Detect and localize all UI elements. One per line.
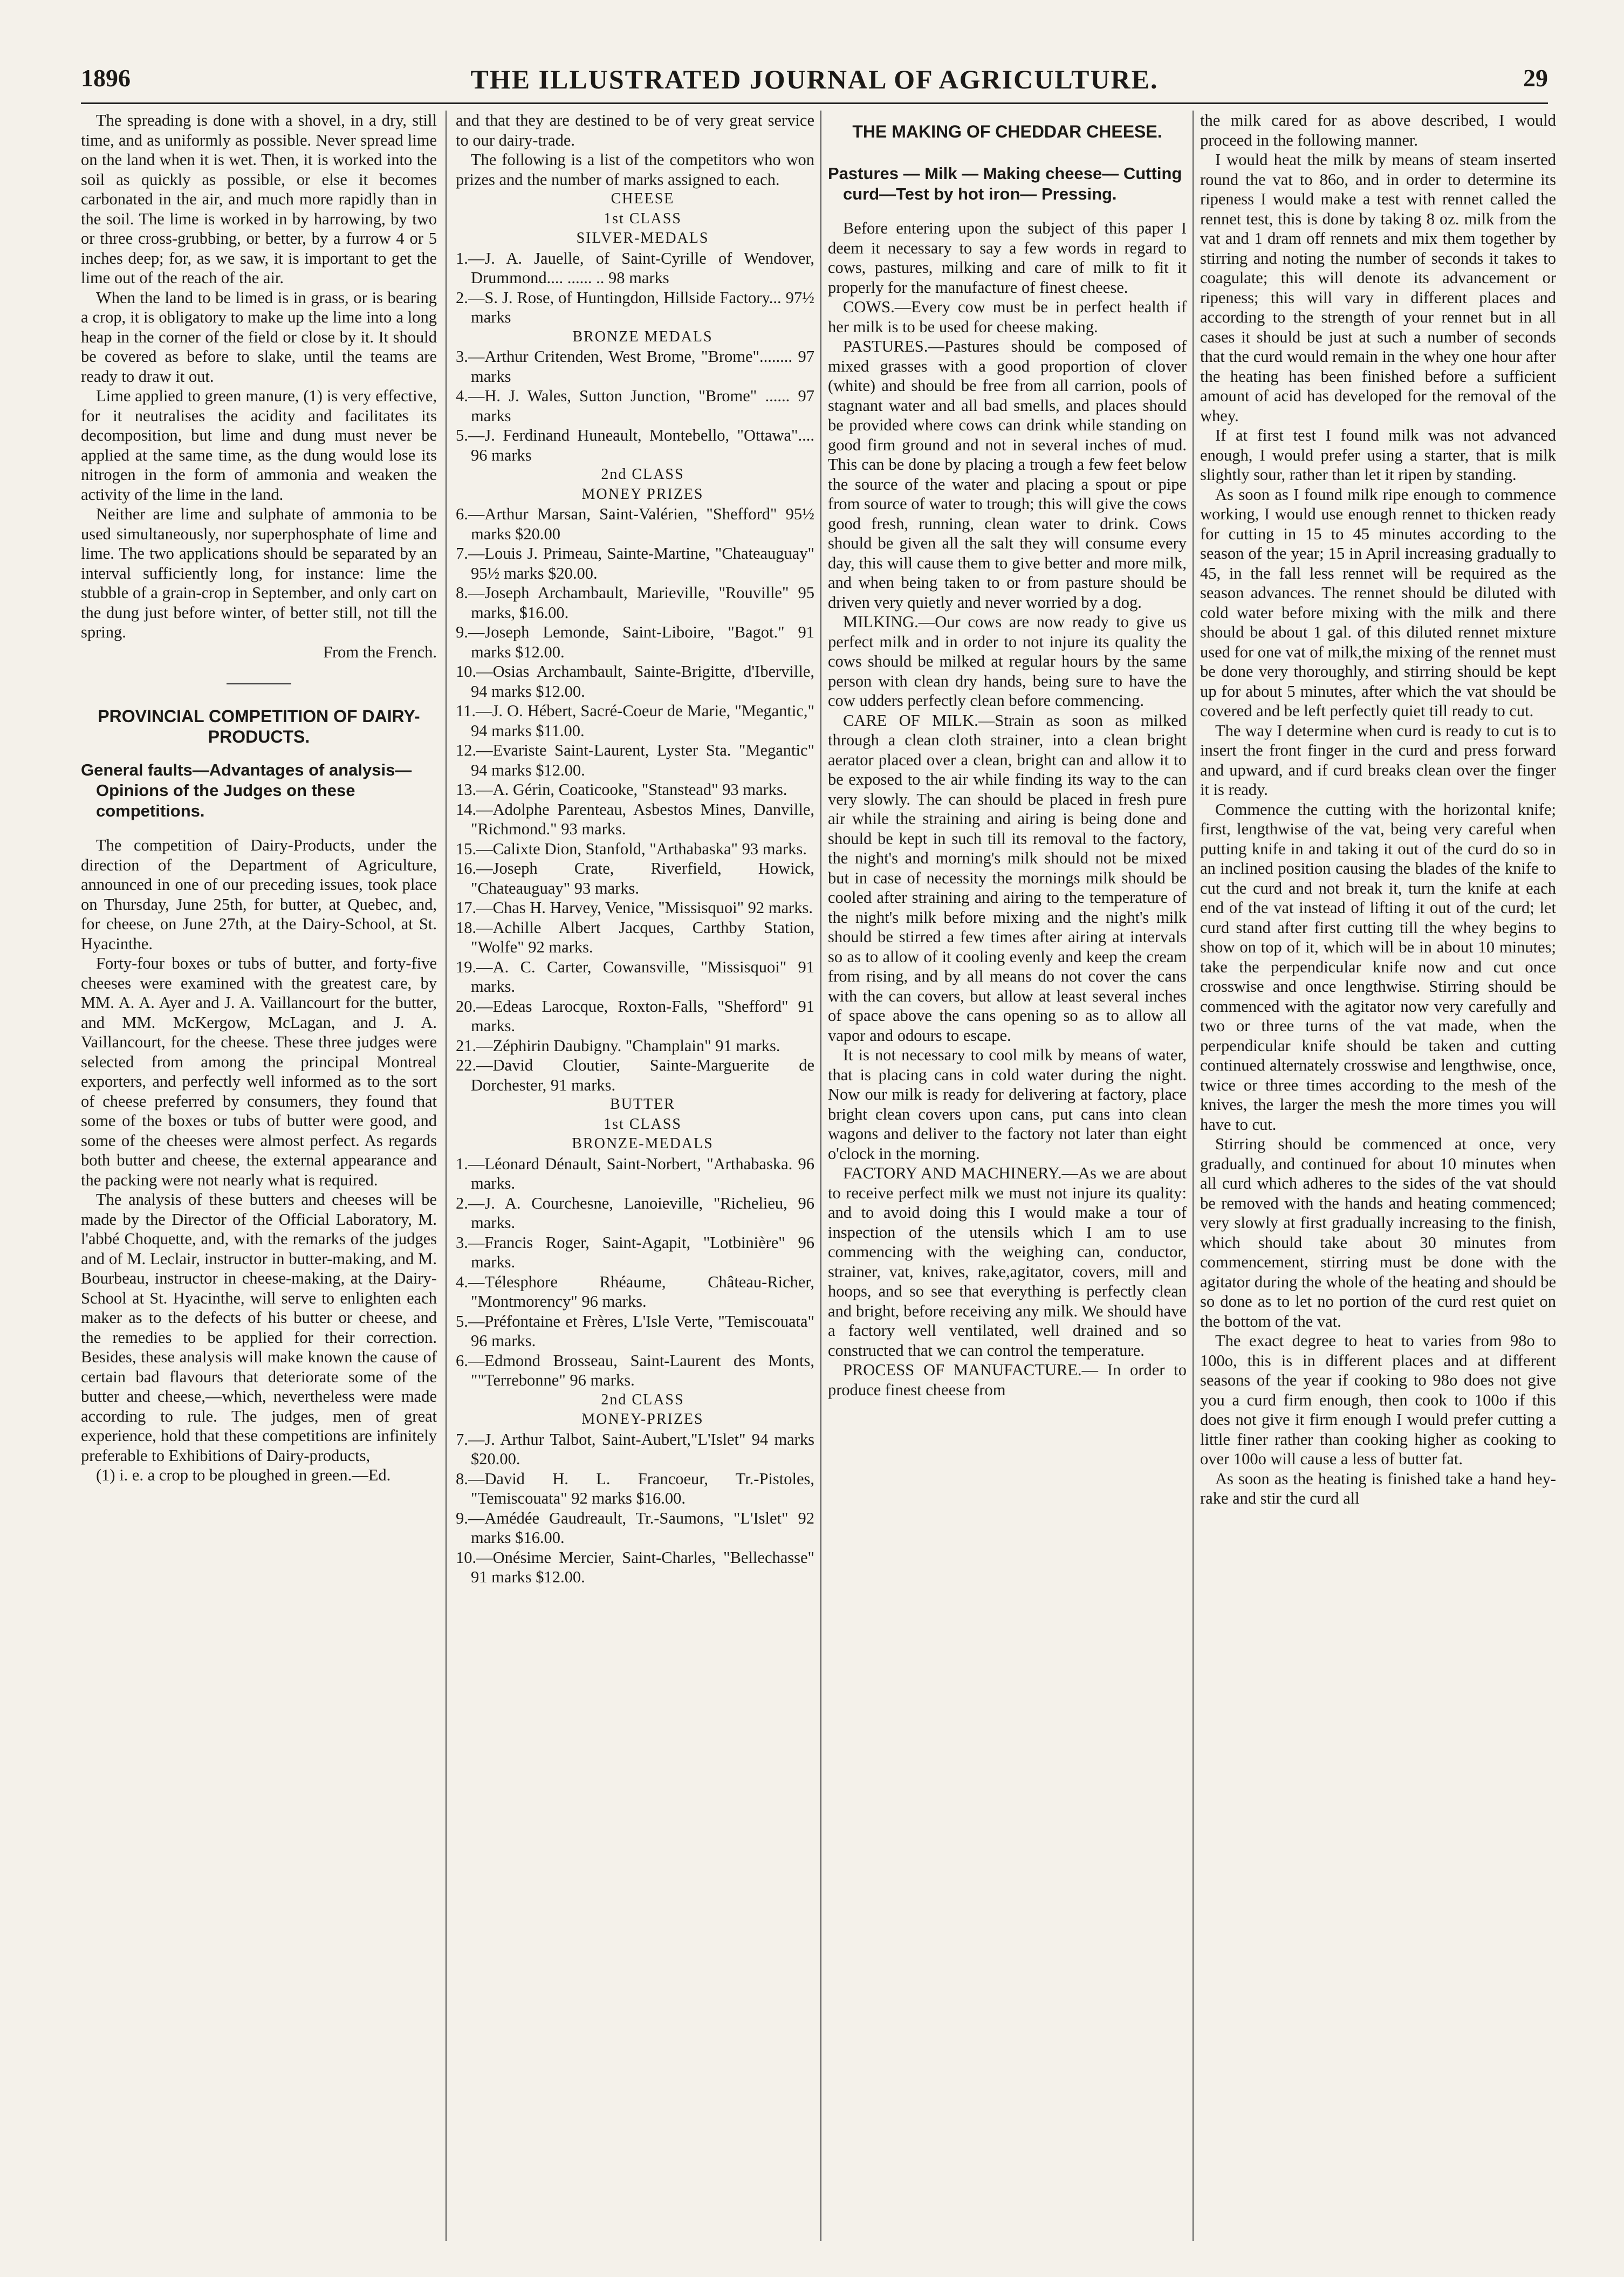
column-divider <box>1193 111 1194 2241</box>
list-item: 15.—Calixte Dion, Stanfold, "Arthabaska" 93 marks. <box>456 839 807 858</box>
paragraph: the milk cared for as above described, I would proceed in the following manner. <box>1200 111 1556 149</box>
article-subtitle: Pastures — Milk — Making cheese— Cutting curd—Test by hot iron— Pressing. <box>828 164 1182 203</box>
paragraph: CARE OF MILK.—Strain as soon as milked through a clean cloth strainer, into a clean bright aerator placed over a clean, bright can and allow it to be exposed to the air while finding its way to the can very slowly. The can should be placed in fresh pure air while the straining and airing is being done and should be kept in such till its removal to the factory, the night's and morning's milk should not be mixed but in case of necessity the mornings milk should be cooled after straining and airing to the temperature of the night's milk before mixing and the night's milk should be stirred a few times after airing at intervals so as to allow of it cooling evenly and keep the cream from rising, and by all means do not cover the cans with the can covers, but allow at least several inches of space above the cans opening so as to allow all vapor and odours to escape. <box>828 711 1187 1045</box>
list-item: 9.—Joseph Lemonde, Saint-Liboire, "Bagot." 91 marks $12.00. <box>456 623 814 661</box>
list-item: 20.—Edeas Larocque, Roxton-Falls, "Shefford" 91 marks. <box>456 997 814 1035</box>
page-number: 29 <box>1523 64 1548 92</box>
list-item: 7.—J. Arthur Talbot, Saint-Aubert,"L'Islet" 94 marks $20.00. <box>456 1430 814 1468</box>
list-item: 7.—Louis J. Primeau, Sainte-Martine, "Chateauguay" 95½ marks $20.00. <box>456 544 814 582</box>
prize-heading-money: MONEY PRIZES <box>581 485 704 503</box>
list-item: 6.—Arthur Marsan, Saint-Valérien, "Shefford" 95½ marks $20.00 <box>456 505 814 543</box>
paragraph: The way I determine when curd is ready to cut is to insert the front finger in the curd and press forward and upward, and if curd breaks clean over the finger it is ready. <box>1200 721 1556 799</box>
list-item: 10.—Osias Archambault, Sainte-Brigitte, d'Iberville, 94 marks $12.00. <box>456 662 814 701</box>
list-item: 14.—Adolphe Parenteau, Asbestos Mines, Danville, "Richmond." 93 marks. <box>456 800 814 838</box>
journal-title: THE ILLUSTRATED JOURNAL OF AGRICULTURE. <box>470 64 1159 94</box>
paragraph: Before entering upon the subject of this paper I deem it necessary to say a few words in regard to cows, pastures, milking and care of milk to fit it properly for the manufacture of finest cheese. <box>828 219 1187 297</box>
list-item: 18.—Achille Albert Jacques, Carthby Station, "Wolfe" 92 marks. <box>456 918 814 956</box>
list-item: 3.—Arthur Critenden, West Brome, "Brome"........ 97 marks <box>456 347 814 386</box>
footnote: (1) i. e. a crop to be ploughed in green.—Ed. <box>96 1466 391 1484</box>
class-heading: 2nd CLASS <box>601 1391 684 1408</box>
list-item: 5.—Préfontaine et Frères, L'Isle Verte, "Temiscouata" 96 marks. <box>456 1312 814 1350</box>
list-item: 2.—S. J. Rose, of Huntingdon, Hillside Factory... 97½ marks <box>456 288 814 326</box>
column-2 <box>456 111 814 2262</box>
list-item: 22.—David Cloutier, Sainte-Marguerite de Dorchester, 91 marks. <box>456 1056 814 1094</box>
column-4 <box>1200 111 1556 2262</box>
paragraph: As soon as the heating is finished take a hand hey-rake and stir the curd all <box>1200 1469 1556 1507</box>
list-item: 6.—Edmond Brosseau, Saint-Laurent des Monts, ""Terrebonne" 96 marks. <box>456 1351 814 1389</box>
money-prize-list <box>456 504 814 1095</box>
list-item: 9.—Amédée Gaudreault, Tr.-Saumons, "L'Islet" 92 marks $16.00. <box>456 1508 814 1547</box>
paragraph: Stirring should be commenced at once, very gradually, and continued for about 10 minutes when all curd which adheres to the sides of the vat should be removed with the hands and heating commenced; very slowly at first gradually increasing to the finish, which should take about 30 minutes from commencement, stirring must be done with the agitator during the whole of the heating and should be so done as to let no portion of the curd rest quiet on the bottom of the vat. <box>1200 1135 1556 1330</box>
paragraph: It is not necessary to cool milk by means of water, that is placing cans in cold water during the night. Now our milk is ready for delivering at factory, place bright clean covers upon cans, put cans into clean wagons and deliver to the factory not later than eight o'clock in the morning. <box>828 1046 1187 1163</box>
article-title: THE MAKING OF CHEDDAR CHEESE. <box>852 122 1162 141</box>
list-item: 8.—David H. L. Francoeur, Tr.-Pistoles, "Temiscouata" 92 marks $16.00. <box>456 1469 814 1507</box>
paragraph: The following is a list of the competitors who won prizes and the number of marks assigned to each. <box>456 150 814 189</box>
list-item: 11.—J. O. Hébert, Sacré-Coeur de Marie, "Megantic," 94 marks $11.00. <box>456 702 814 740</box>
column-3 <box>828 111 1187 2262</box>
butter-money-list <box>456 1430 814 1587</box>
prize-heading-silver: SILVER-MEDALS <box>576 230 709 246</box>
paragraph: Neither are lime and sulphate of ammonia to be used simultaneously, nor superphosphate of lime and lime. The two applications should be separated by an interval sufficiently long, for instance: lime the stubble of a grain-crop in September, and only cart on the dung just before winter, of better still, not till the spring. <box>81 505 437 641</box>
article-subtitle: General faults—Advantages of analysis—Opinions of the Judges on these competitions. <box>81 760 412 820</box>
paragraph: Lime applied to green manure, (1) is very effective, for it neutralises the acidity and facilitates its decomposition, but lime and dung must never be applied at the same time, as the dung would lose its nitrogen in the form of ammonia and weaken the activity of the lime in the land. <box>81 387 437 504</box>
paragraph: MILKING.—Our cows are now ready to give us perfect milk and in order to not injure its quality the cows should be milked at regular hours by the same person with clean dry hands, being sure to have the cow udders perfectly clean before commencing. <box>828 613 1187 710</box>
list-item: 5.—J. Ferdinand Huneault, Montebello, "Ottawa".... 96 marks <box>456 426 814 464</box>
competition-article-body <box>81 835 437 1465</box>
list-item: 4.—H. J. Wales, Sutton Junction, "Brome" ...... 97 marks <box>456 387 814 425</box>
lime-article-body <box>81 111 437 662</box>
class-heading: 1st CLASS <box>604 1115 682 1133</box>
paragraph: and that they are destined to be of very great service to our dairy-trade. <box>456 111 814 149</box>
list-item: 8.—Joseph Archambault, Marieville, "Rouville" 95 marks, $16.00. <box>456 584 814 622</box>
prize-heading-money: MONEY-PRIZES <box>581 1411 704 1428</box>
prize-heading-bronze: BRONZE MEDALS <box>572 328 713 345</box>
article-signature: From the French. <box>323 642 437 661</box>
list-item: 16.—Joseph Crate, Riverfield, Howick, "Chateauguay" 93 marks. <box>456 859 814 897</box>
list-item: 13.—A. Gérin, Coaticooke, "Stanstead" 93 marks. <box>456 780 787 799</box>
paragraph: When the land to be limed is in grass, or is bearing a crop, it is obligatory to make up the lime into a long heap in the corner of the field or close by it. It should be covered as before to slake, until the teams are ready to draw it out. <box>81 288 437 386</box>
paragraph: Forty-four boxes or tubs of butter, and forty-five cheeses were examined with the greatest care, by MM. A. A. Ayer and J. A. Vaillancourt for the butter, and MM. McKergow, McLagan, and J. A. Vaillancourt, for the cheese. These three judges were selected from among the principal Montreal exporters, and perfectly well informed as to the sort of cheese preferred by consumers, they found that some of the boxes or tubs of butter were good, and some of the cheeses were almost perfect. As regards both butter and cheese, the external appearance and the packing were not nearly what is required. <box>81 954 437 1189</box>
paragraph: PROCESS OF MANUFACTURE.— In order to produce finest cheese from <box>828 1361 1187 1399</box>
paragraph: The competition of Dairy-Products, under the direction of the Department of Agriculture, announced in one of our preceding issues, took place on Thursday, June 25th, for butter, at Quebec, and, for cheese, on June 27th, at the Dairy-School, at St. Hyacinthe. <box>81 836 437 953</box>
list-item: 21.—Zéphirin Daubigny. "Champlain" 91 marks. <box>456 1036 780 1055</box>
list-item: 1.—J. A. Jauelle, of Saint-Cyrille of Wendover, Drummond.... ...... .. 98 marks <box>456 249 814 287</box>
paragraph: As soon as I found milk ripe enough to commence working, I would use enough rennet to thicken ready for cutting in 15 to 45 minutes according to the season of the year; 15 in April increasing gradually to 45, in the fall less rennet will be required as the season advances. The rennet should be diluted with cold water before mixing with the milk and there should be about 1 gal. of this diluted rennet mixture used for one vat of milk,the mixing of the rennet must be done very thoroughly, and stirring should be kept up for about 5 minutes, after which the vat should be covered and be left perfectly quiet till ready to cut. <box>1200 485 1556 720</box>
class-heading: 2nd CLASS <box>601 466 684 483</box>
section-separator <box>227 683 291 684</box>
header-rule <box>81 102 1548 104</box>
paragraph: If at first test I found milk was not advanced enough, I would prefer using a starter, that is milk slightly sour, rather than let it ripen by standing. <box>1200 426 1556 484</box>
column-divider <box>820 111 821 2241</box>
list-item: 4.—Télesphore Rhéaume, Château-Richer, "Montmorency" 96 marks. <box>456 1272 814 1311</box>
paragraph: PASTURES.—Pastures should be composed of mixed grasses with a good proportion of clover (white) and should be free from all carrion, pools of stagnant water and all bad smells, and places should be provided where cows can drink while standing on good firm ground and not in several inches of mud. This can be done by placing a trough a few feet below the source of the water and placing a spout or pipe from source of water to trough; this will give the cows good fresh, running, clean water to drink. Cows should be given all the salt they will consume every day, this will cause them to give better and more milk, and when being taken to or from pasture should be driven very quietly and never worried by a dog. <box>828 337 1187 612</box>
article-title: PROVINCIAL COMPETITION OF DAIRY-PRODUCTS. <box>98 707 420 746</box>
list-item: 10.—Onésime Mercier, Saint-Charles, "Bellechasse" 91 marks $12.00. <box>456 1548 814 1586</box>
silver-medal-list <box>456 249 814 327</box>
prize-heading-bronze: BRONZE-MEDALS <box>572 1135 714 1152</box>
section-heading-cheese: CHEESE <box>611 190 675 207</box>
list-item: 17.—Chas H. Harvey, Venice, "Missisquoi" 92 marks. <box>456 899 813 917</box>
section-heading-butter: BUTTER <box>610 1096 675 1113</box>
list-item: 2.—J. A. Courchesne, Lanoieville, "Richelieu, 96 marks. <box>456 1194 814 1232</box>
list-item: 1.—Léonard Dénault, Saint-Norbert, "Arthabaska. 96 marks. <box>456 1154 814 1192</box>
list-item: 19.—A. C. Carter, Cowansville, "Missisquoi" 91 marks. <box>456 957 814 996</box>
paragraph: The exact degree to heat to varies from 98o to 100o, this is in different places and at different seasons of the year if cooking to 98o does not give you a curd firm enough, then cook to 100o if this does not give it firm enough I would prefer cutting a little finer rather than cooking higher as cooking to over 100o will cause a less of butter fat. <box>1200 1332 1556 1468</box>
bronze-medal-list <box>456 347 814 465</box>
paragraph: The analysis of these butters and cheeses will be made by the Director of the Official Laboratory, M. l'abbé Choquette, and, with the remarks of the judges and of M. Leclair, instructor in butter-making, and M. Bourbeau, instructor in cheese-making, at the Dairy-School at St. Hyacinthe, will serve to enlighten each maker as to the defects of his butter or cheese, and the remedies to be applied for their correction. Besides, these analysis will make known the cause of certain bad flavours that deteriorate some of the butter and cheese,—which, nevertheless were made according to rule. The judges, men of great experience, hold that these competitions are infinitely preferable to Exhibitions of Dairy-products, <box>81 1190 437 1465</box>
list-item: 12.—Evariste Saint-Laurent, Lyster Sta. "Megantic" 94 marks $12.00. <box>456 741 814 779</box>
butter-bronze-list <box>456 1154 814 1390</box>
paragraph: Commence the cutting with the horizontal knife; first, lengthwise of the vat, being very careful when putting knife in and taking it out of the curd do so in an inclined position causing the blades of the knife to cut the curd and not break it, turn the knife at each end of the vat instead of lifting it out of the curd; let curd stand after first cutting till the whey begins to show on top of it, which will be in about 10 minutes; take the perpendicular knife now and cut once crosswise and once lengthwise. Stirring should be commenced with the agitator now very carefully and two or three turns of the vat made, when the perpendicular knife should be taken and cutting continued alternately crosswise and lengthwise, once, twice or three times according to the mesh of the knives, the larger the mesh the more times you will have to cut. <box>1200 800 1556 1134</box>
paragraph: The spreading is done with a shovel, in a dry, still time, and as uniformly as possible. Never spread lime on the land when it is wet. Then, it is worked into the soil as quickly as possible, or else it becomes carbonated in the air, and much more rapidly than in the soil. The lime is worked in by harrowing, by two or three cross-grubbing, or better, by a furrow 4 or 5 inches deep; for, as we saw, it is important to get the lime out of the reach of the air. <box>81 111 437 287</box>
paragraph: FACTORY AND MACHINERY.—As we are about to receive perfect milk we must not injure its quality: and to avoid doing this I would make a tour of inspection of the utensils which I am to use commencing with the weighing can, conductor, strainer, vat, knives, rake,agitator, covers, mill and hoops, and so see that everything is perfectly clean and bright, before receiving any milk. We should have a factory well ventilated, well drained and so constructed that we can control the temperature. <box>828 1164 1187 1360</box>
list-item: 3.—Francis Roger, Saint-Agapit, "Lotbinière" 96 marks. <box>456 1233 814 1271</box>
masthead <box>81 64 1548 107</box>
issue-year: 1896 <box>81 64 131 92</box>
paragraph: COWS.—Every cow must be in perfect health if her milk is to be used for cheese making. <box>828 298 1187 336</box>
class-heading: 1st CLASS <box>604 210 682 227</box>
paragraph: I would heat the milk by means of steam inserted round the vat to 86o, and in order to determine its ripeness I would make a test with rennet called the rennet test, this is done by taking 8 oz. milk from the vat and 1 dram off rennets and mix them together by stirring and noting the number of seconds it takes to coagulate; this will denote its advancement or ripeness; this will vary in different places and according to the strength of your rennet but in all cases it should be just at such a number of seconds that the curd would remain in the whey one hour after the heating has been finished before a sufficient amount of acid has developed for the removal of the whey. <box>1200 150 1556 425</box>
column-divider <box>446 111 447 2241</box>
column-1 <box>81 111 437 2262</box>
